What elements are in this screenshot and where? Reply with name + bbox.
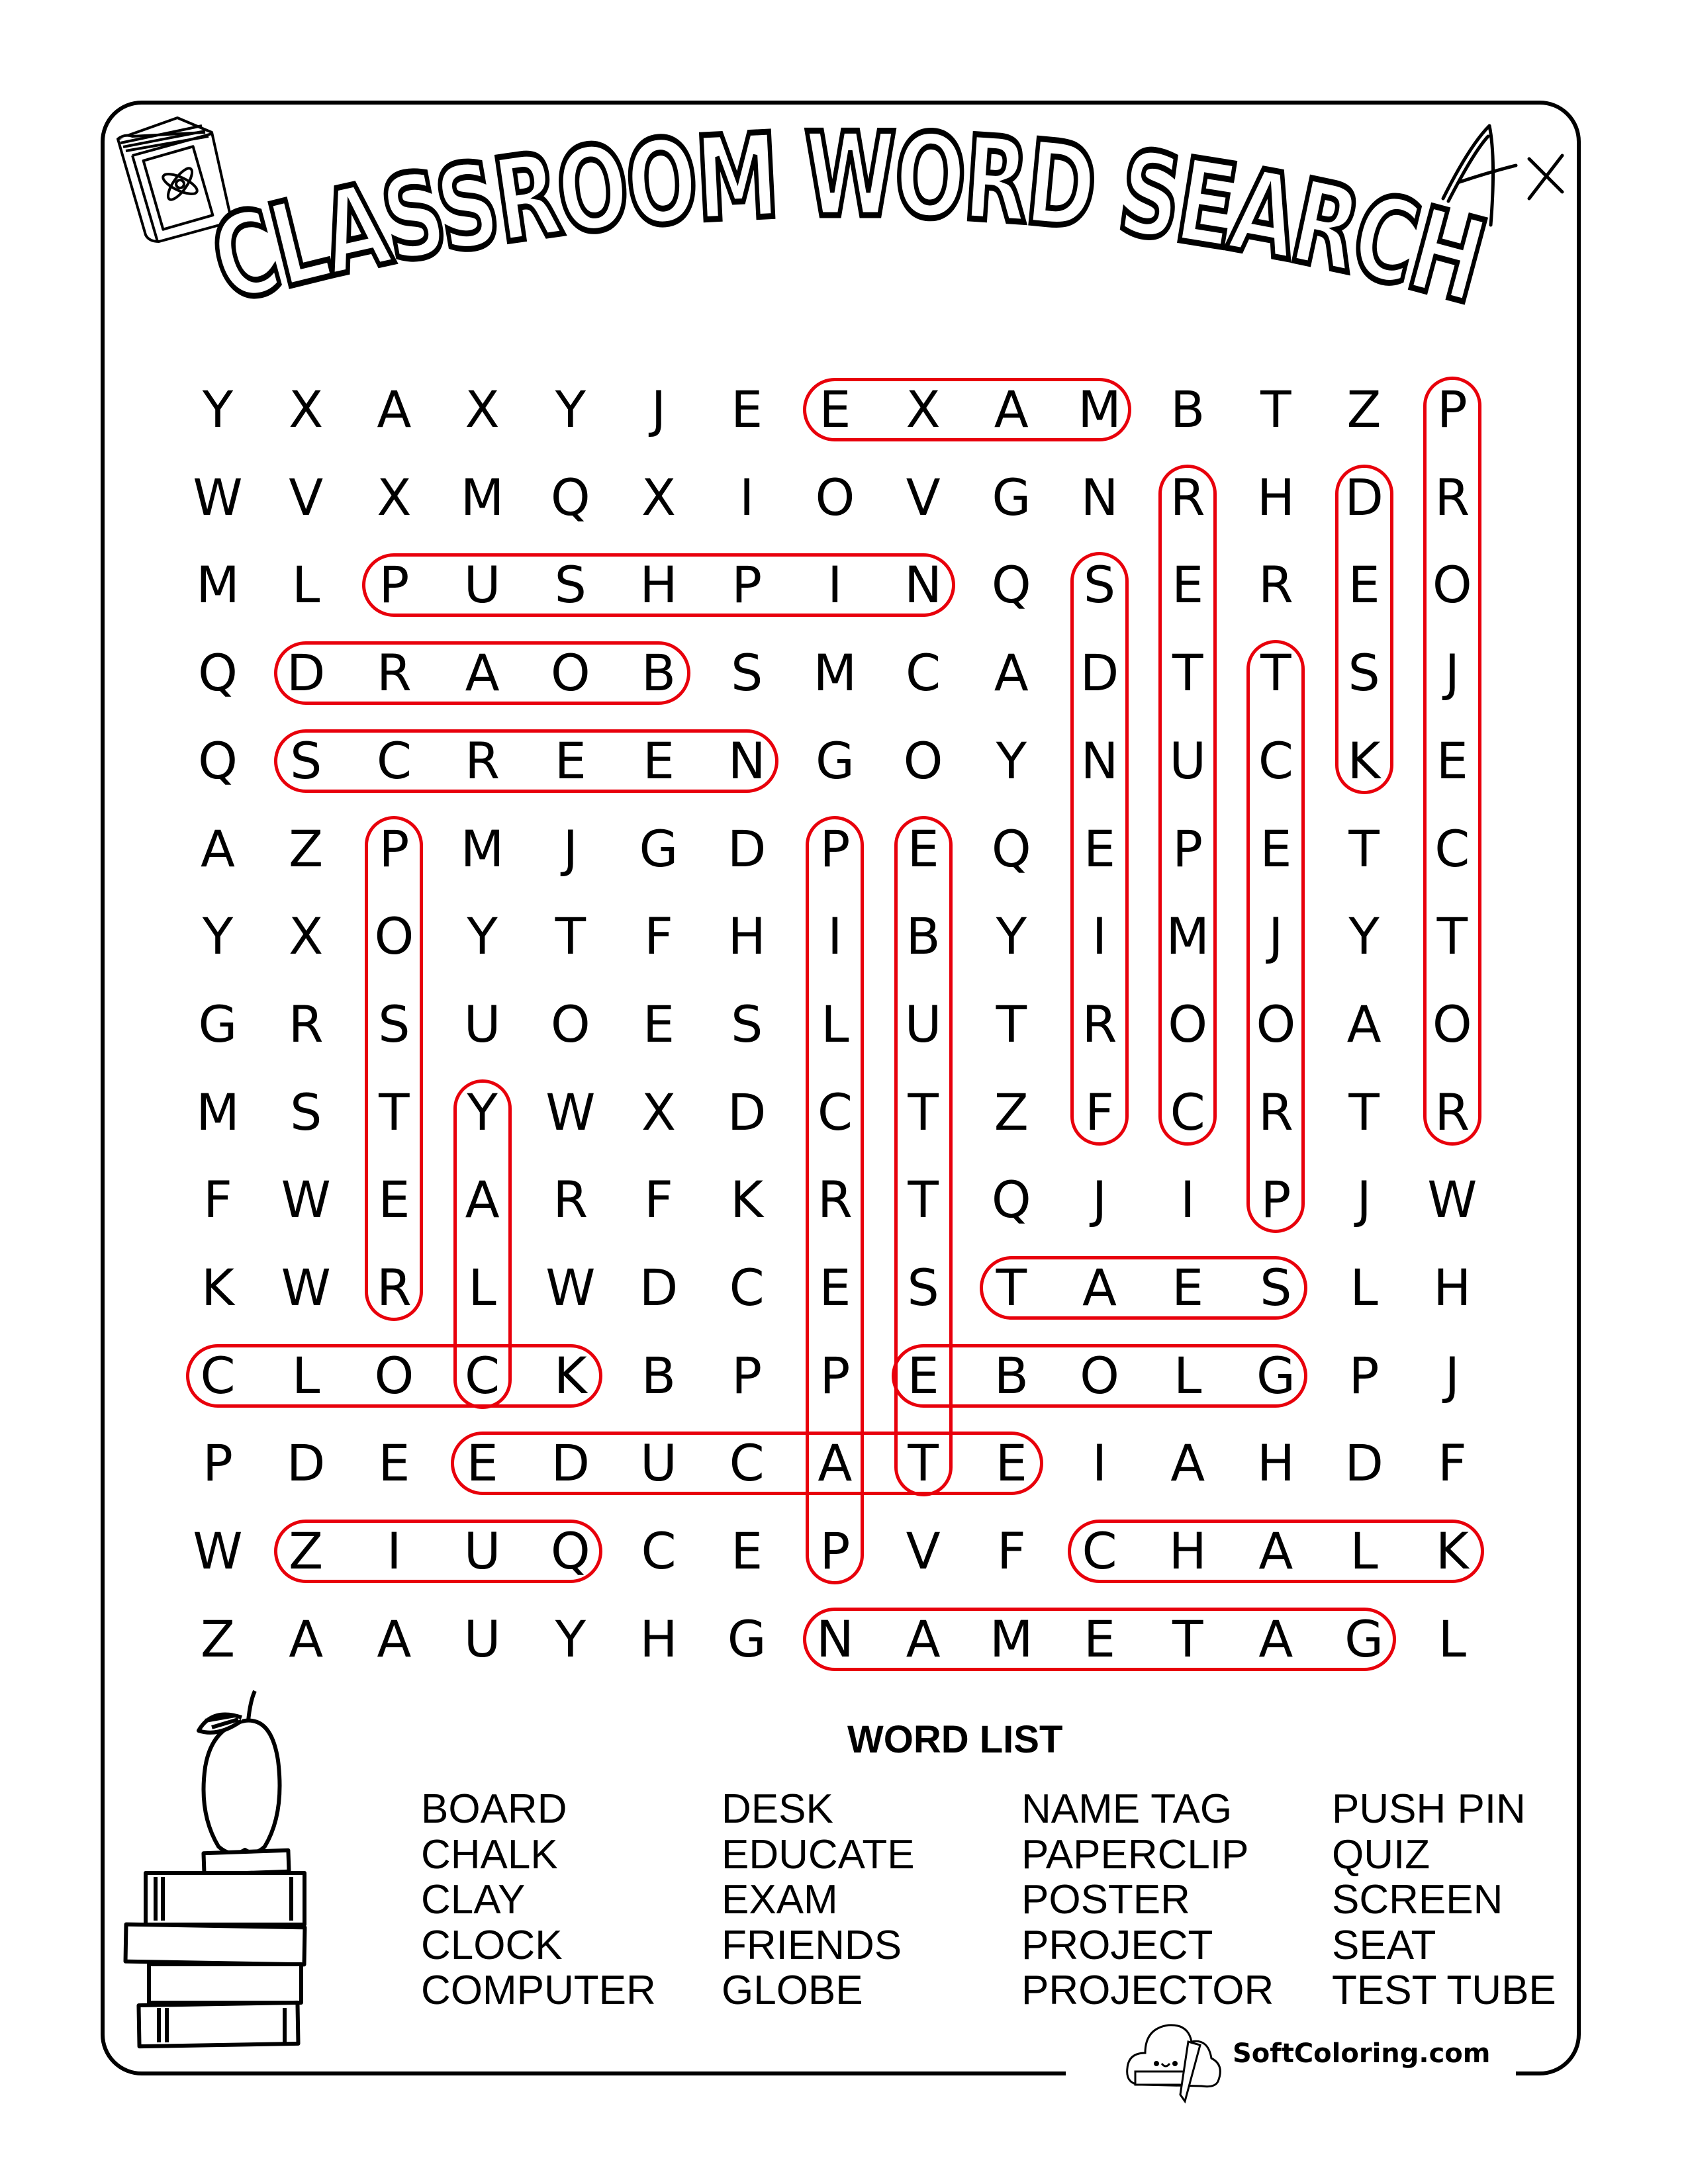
grid-cell: O <box>374 907 414 966</box>
grid-cell: M <box>460 819 504 878</box>
grid-cell: E <box>1172 555 1204 615</box>
grid-cell: O <box>550 994 590 1054</box>
grid-cell: U <box>463 555 501 615</box>
grid-cell: W <box>281 1258 331 1317</box>
grid-cell: A <box>465 643 500 703</box>
grid-cell: M <box>196 1082 240 1142</box>
grid-cell: P <box>379 555 410 615</box>
grid-cell: N <box>1080 731 1119 790</box>
grid-cell: A <box>289 1609 324 1668</box>
grid-cell: D <box>286 1433 326 1493</box>
grid-cell: V <box>906 1522 941 1581</box>
grid-cell: O <box>1168 994 1208 1054</box>
grid-cell: P <box>1348 1345 1380 1405</box>
svg-text:CLASSROOM WORD SEARCH: CLASSROOM WORD SEARCH <box>199 107 1521 337</box>
grid-cell: Z <box>994 1082 1029 1142</box>
grid-cell: Y <box>555 380 586 439</box>
grid-cell: D <box>551 1433 590 1493</box>
grid-cell: E <box>907 1345 939 1405</box>
grid-cell: A <box>201 819 235 878</box>
grid-cell: D <box>286 643 326 703</box>
grid-cell: I <box>1092 907 1107 966</box>
grid-cell: C <box>729 1433 765 1493</box>
grid-cell: N <box>904 555 943 615</box>
grid-cell: H <box>639 555 678 615</box>
found-word-highlight <box>1246 640 1305 1233</box>
grid-cell: R <box>376 1258 412 1317</box>
found-word-highlight <box>1158 465 1217 1146</box>
grid-cell: H <box>639 1609 678 1668</box>
grid-cell: E <box>819 380 851 439</box>
grid-cell: O <box>1432 555 1472 615</box>
grid-cell: O <box>550 643 590 703</box>
grid-cell: F <box>1085 1082 1114 1142</box>
grid-cell: A <box>818 1433 853 1493</box>
grid-cell: H <box>1433 1258 1472 1317</box>
grid-cell: Y <box>996 907 1027 966</box>
word-list-item: SEAT <box>1332 1922 1436 1968</box>
grid-cell: S <box>1083 555 1116 615</box>
grid-cell: G <box>1344 1609 1384 1668</box>
found-word-highlight <box>451 1432 1043 1495</box>
grid-cell: T <box>1260 643 1291 703</box>
grid-cell: D <box>639 1258 679 1317</box>
grid-cell: R <box>553 1170 588 1230</box>
grid-cell: J <box>1092 1170 1107 1230</box>
grid-cell: A <box>1082 1258 1117 1317</box>
found-word-highlight <box>453 1079 512 1409</box>
grid-cell: Q <box>198 731 238 790</box>
grid-cell: I <box>1092 1433 1107 1493</box>
grid-cell: C <box>200 1345 236 1405</box>
grid-cell: I <box>739 467 755 527</box>
grid-cell: T <box>1348 819 1380 878</box>
grid-cell: R <box>376 643 412 703</box>
grid-cell: S <box>731 643 763 703</box>
grid-cell: Z <box>289 1522 324 1581</box>
found-word-highlight <box>274 1520 602 1583</box>
grid-cell: K <box>553 1345 587 1405</box>
grid-cell: S <box>1348 643 1380 703</box>
grid-cell: G <box>1256 1345 1295 1405</box>
grid-cell: A <box>377 1609 412 1668</box>
grid-cell: L <box>1174 1345 1202 1405</box>
word-list-item: PAPERCLIP <box>1021 1831 1249 1878</box>
grid-cell: T <box>379 1082 410 1142</box>
word-list-column-2 <box>722 1787 915 2014</box>
grid-cell: N <box>816 1609 854 1668</box>
grid-cell: W <box>1427 1170 1477 1230</box>
found-word-highlight <box>803 1608 1395 1671</box>
found-word-highlight <box>894 816 953 1497</box>
grid-cell: B <box>641 1345 677 1405</box>
grid-cell: L <box>292 555 320 615</box>
grid-cell: C <box>1258 731 1293 790</box>
apple-on-books-icon <box>119 1681 397 2052</box>
grid-cell: U <box>1169 731 1206 790</box>
grid-cell: L <box>1350 1258 1378 1317</box>
grid-cell: A <box>1170 1433 1205 1493</box>
grid-cell: K <box>1435 1522 1469 1581</box>
found-word-highlight <box>803 378 1131 441</box>
grid-cell: E <box>554 731 586 790</box>
grid-cell: U <box>904 994 942 1054</box>
grid-cell: T <box>555 907 586 966</box>
grid-cell: M <box>196 555 240 615</box>
grid-cell: W <box>193 467 243 527</box>
grid-cell: Y <box>467 1082 498 1142</box>
word-list-item: BOARD <box>421 1786 567 1832</box>
grid-cell: E <box>1436 731 1468 790</box>
word-list-item: NAME TAG <box>1021 1786 1233 1832</box>
grid-cell: O <box>1432 994 1472 1054</box>
grid-cell: L <box>1350 1522 1378 1581</box>
grid-cell: O <box>1256 994 1296 1054</box>
grid-cell: H <box>1256 467 1295 527</box>
grid-cell: A <box>994 643 1029 703</box>
grid-cell: L <box>1438 1609 1466 1668</box>
grid-cell: G <box>727 1609 767 1668</box>
grid-cell: D <box>1344 467 1383 527</box>
grid-cell: E <box>819 1258 851 1317</box>
grid-cell: L <box>292 1345 320 1405</box>
word-list-item: TEST TUBE <box>1332 1968 1556 2013</box>
grid-cell: Q <box>550 467 590 527</box>
grid-cell: K <box>730 1170 764 1230</box>
found-word-highlight <box>892 1344 1308 1408</box>
grid-cell: E <box>731 380 763 439</box>
grid-cell: R <box>1170 467 1205 527</box>
grid-cell: B <box>994 1345 1029 1405</box>
found-word-highlight <box>1423 377 1481 1146</box>
grid-cell: T <box>908 1433 939 1493</box>
grid-cell: T <box>908 1170 939 1230</box>
grid-cell: I <box>827 907 843 966</box>
grid-cell: I <box>827 555 843 615</box>
grid-cell: J <box>1356 1170 1372 1230</box>
grid-cell: K <box>1347 731 1381 790</box>
grid-cell: M <box>1078 380 1121 439</box>
grid-cell: I <box>387 1522 402 1581</box>
cloud-pencil-logo-icon <box>1122 2012 1228 2105</box>
grid-cell: P <box>203 1433 233 1493</box>
grid-cell: R <box>1258 1082 1293 1142</box>
grid-cell: B <box>641 643 677 703</box>
grid-cell: Q <box>991 819 1031 878</box>
grid-cell: P <box>1260 1170 1291 1230</box>
found-word-highlight <box>274 641 690 705</box>
grid-cell: T <box>1260 380 1291 439</box>
grid-cell: Y <box>467 907 498 966</box>
word-list-item: EXAM <box>722 1877 838 1923</box>
grid-cell: U <box>463 1522 501 1581</box>
word-list-item: SCREEN <box>1332 1877 1503 1923</box>
grid-cell: Q <box>991 555 1031 615</box>
grid-cell: P <box>1436 380 1468 439</box>
grid-cell: E <box>378 1170 410 1230</box>
grid-cell: B <box>906 907 941 966</box>
grid-cell: E <box>995 1433 1027 1493</box>
grid-cell: F <box>203 1170 232 1230</box>
grid-cell: S <box>378 994 410 1054</box>
grid-cell: R <box>1082 994 1117 1054</box>
grid-cell: G <box>639 819 679 878</box>
grid-cell: T <box>996 1258 1027 1317</box>
grid-cell: X <box>465 380 500 439</box>
word-list-title: WORD LIST <box>847 1718 1063 1761</box>
grid-cell: E <box>907 819 939 878</box>
grid-cell: J <box>563 819 578 878</box>
grid-cell: D <box>727 819 767 878</box>
grid-cell: Q <box>550 1522 590 1581</box>
grid-cell: U <box>640 1433 677 1493</box>
grid-cell: U <box>463 1609 501 1668</box>
grid-cell: W <box>545 1082 596 1142</box>
found-word-highlight <box>980 1256 1308 1320</box>
grid-cell: R <box>288 994 324 1054</box>
grid-cell: L <box>468 1258 496 1317</box>
grid-cell: J <box>1444 643 1460 703</box>
grid-cell: S <box>731 994 763 1054</box>
grid-cell: A <box>1258 1609 1293 1668</box>
grid-cell: X <box>906 380 941 439</box>
grid-cell: C <box>641 1522 677 1581</box>
grid-cell: R <box>1434 467 1470 527</box>
grid-cell: S <box>1260 1258 1292 1317</box>
grid-cell: D <box>727 1082 767 1142</box>
word-list-item: EDUCATE <box>722 1831 915 1878</box>
grid-cell: A <box>465 1170 500 1230</box>
grid-cell: T <box>1348 1082 1380 1142</box>
brand-name: SoftColoring.com <box>1233 2038 1491 2069</box>
grid-cell: E <box>1083 1609 1116 1668</box>
grid-cell: Q <box>198 643 238 703</box>
grid-cell: C <box>817 1082 853 1142</box>
grid-cell: D <box>1344 1433 1383 1493</box>
grid-cell: K <box>201 1258 234 1317</box>
grid-cell: E <box>642 994 675 1054</box>
grid-cell: S <box>290 731 322 790</box>
grid-cell: T <box>1436 907 1468 966</box>
word-list-item: CLAY <box>421 1877 526 1923</box>
word-list-column-1 <box>421 1787 656 2014</box>
grid-cell: E <box>1260 819 1292 878</box>
grid-cell: S <box>907 1258 939 1317</box>
grid-cell: H <box>1256 1433 1295 1493</box>
word-list-column-3 <box>1021 1787 1274 2014</box>
grid-cell: Z <box>200 1609 236 1668</box>
grid-cell: C <box>729 1258 765 1317</box>
grid-cell: C <box>1170 1082 1205 1142</box>
grid-cell: E <box>378 1433 410 1493</box>
grid-cell: R <box>1258 555 1293 615</box>
grid-cell: L <box>821 994 849 1054</box>
grid-cell: X <box>289 380 324 439</box>
grid-cell: P <box>820 819 851 878</box>
grid-cell: P <box>1172 819 1203 878</box>
grid-cell: Q <box>991 1170 1031 1230</box>
word-list-item: QUIZ <box>1332 1831 1430 1878</box>
grid-cell: X <box>641 1082 677 1142</box>
grid-cell: E <box>466 1433 498 1493</box>
grid-cell: W <box>545 1258 596 1317</box>
grid-cell: C <box>465 1345 500 1405</box>
grid-cell: Y <box>996 731 1027 790</box>
grid-cell: M <box>813 643 857 703</box>
grid-cell: A <box>1346 994 1382 1054</box>
grid-cell: M <box>1166 907 1209 966</box>
grid-cell: J <box>1268 907 1284 966</box>
grid-cell: R <box>465 731 500 790</box>
grid-cell: E <box>1083 819 1116 878</box>
grid-cell: V <box>289 467 324 527</box>
grid-cell: J <box>1444 1345 1460 1405</box>
grid-cell: V <box>906 467 941 527</box>
grid-cell: T <box>908 1082 939 1142</box>
grid-cell: A <box>994 380 1029 439</box>
found-word-highlight <box>1070 552 1129 1145</box>
grid-cell: E <box>1172 1258 1204 1317</box>
grid-cell: Y <box>1348 907 1380 966</box>
grid-cell: N <box>1080 467 1119 527</box>
grid-cell: X <box>377 467 412 527</box>
grid-cell: B <box>1170 380 1205 439</box>
grid-cell: S <box>554 555 586 615</box>
grid-cell: P <box>820 1522 851 1581</box>
grid-cell: X <box>641 467 677 527</box>
found-word-highlight <box>362 553 955 617</box>
word-list-item: POSTER <box>1021 1877 1190 1923</box>
grid-cell: A <box>1258 1522 1293 1581</box>
grid-cell: G <box>815 731 855 790</box>
grid-cell: Z <box>1346 380 1382 439</box>
grid-cell: W <box>281 1170 331 1230</box>
grid-cell: P <box>731 1345 763 1405</box>
grid-cell: P <box>379 819 410 878</box>
word-list-item: PUSH PIN <box>1332 1786 1526 1832</box>
grid-cell: C <box>906 643 941 703</box>
word-list-item: CLOCK <box>421 1922 563 1968</box>
word-list-item: PROJECTOR <box>1021 1968 1274 2013</box>
grid-cell: G <box>198 994 238 1054</box>
grid-cell: G <box>992 467 1031 527</box>
grid-cell: M <box>990 1609 1033 1668</box>
grid-cell: F <box>644 1170 673 1230</box>
grid-cell: O <box>374 1345 414 1405</box>
grid-cell: U <box>463 994 501 1054</box>
word-list-column-4 <box>1332 1787 1556 2014</box>
word-list-item: CHALK <box>421 1831 558 1878</box>
grid-cell: Z <box>289 819 324 878</box>
found-word-highlight <box>274 729 778 793</box>
grid-cell: E <box>642 731 675 790</box>
grid-cell: E <box>731 1522 763 1581</box>
word-list-item: GLOBE <box>722 1968 863 2013</box>
grid-cell: R <box>1434 1082 1470 1142</box>
grid-cell: Y <box>202 907 234 966</box>
grid-cell: P <box>731 555 763 615</box>
found-word-highlight <box>1335 465 1393 794</box>
word-list-item: DESK <box>722 1786 833 1832</box>
grid-cell: T <box>996 994 1027 1054</box>
grid-cell: F <box>996 1522 1026 1581</box>
grid-cell: Y <box>555 1609 586 1668</box>
grid-cell: W <box>193 1522 243 1581</box>
grid-cell: F <box>1437 1433 1467 1493</box>
grid-cell: D <box>1080 643 1119 703</box>
grid-cell: M <box>460 467 504 527</box>
grid-cell: C <box>1082 1522 1117 1581</box>
word-list-item: PROJECT <box>1021 1922 1213 1968</box>
found-word-highlight <box>1068 1520 1484 1583</box>
grid-cell: O <box>903 731 943 790</box>
grid-cell: N <box>727 731 766 790</box>
grid-cell: C <box>1434 819 1470 878</box>
grid-cell: H <box>1168 1522 1207 1581</box>
grid-cell: A <box>377 380 412 439</box>
grid-cell: Y <box>202 380 234 439</box>
grid-cell: I <box>1180 1170 1196 1230</box>
found-word-highlight <box>186 1344 602 1408</box>
grid-cell: O <box>1080 1345 1119 1405</box>
grid-cell: F <box>644 907 673 966</box>
grid-cell: C <box>376 731 412 790</box>
grid-cell: T <box>1172 643 1203 703</box>
grid-cell: X <box>289 907 324 966</box>
grid-cell: H <box>727 907 766 966</box>
grid-cell: P <box>820 1345 851 1405</box>
grid-cell: A <box>906 1609 941 1668</box>
found-word-highlight <box>365 816 423 1322</box>
grid-cell: O <box>815 467 855 527</box>
grid-cell: R <box>817 1170 853 1230</box>
grid-cell: J <box>651 380 667 439</box>
word-list-item: COMPUTER <box>421 1968 656 2013</box>
grid-cell: T <box>1172 1609 1203 1668</box>
grid-cell: E <box>1348 555 1380 615</box>
word-list-item: FRIENDS <box>722 1922 902 1968</box>
found-word-highlight <box>806 816 864 1585</box>
grid-cell: S <box>290 1082 322 1142</box>
